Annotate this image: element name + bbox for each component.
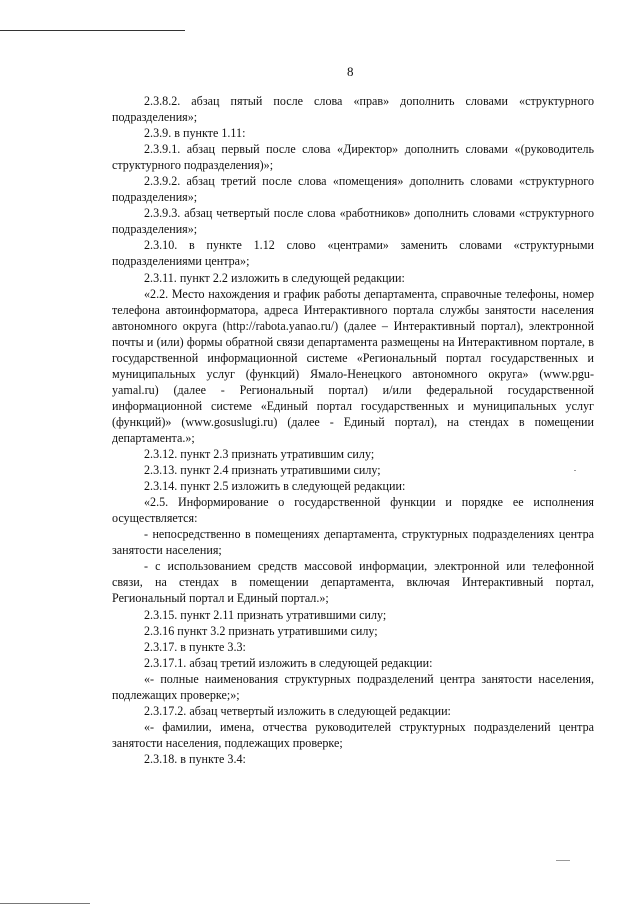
- paragraph: 2.3.10. в пункте 1.12 слово «центрами» заменить словами «структурными подразделениями центра»;: [112, 238, 594, 269]
- document-body: [112, 93, 594, 767]
- paragraph: «2.5. Информирование о государственной функции и порядке ее исполнения осуществляется:: [112, 495, 594, 526]
- page-number: 8: [347, 64, 354, 79]
- paragraph: «- фамилии, имена, отчества руководителей структурных подразделений центра занятости населения, подлежащих проверке;: [112, 719, 594, 750]
- paragraph: «2.2. Место нахождения и график работы департамента, справочные телефоны, номер телефона автоинформатора, адреса Интерактивного портала службы занятости населения автономного округа (http://rabota.yanao.ru/) (далее – Интерактивный портал), электронной почты и (или) формы обратной связи департамента размещены на Интерактивном портале, в государственной информационной системе «Региональный портал государственных и муниципальных услуг (функций) Ямало-Ненецкого автономного округа» (www.pgu-yamal.ru) (далее - Региональный портал) и/или федеральной государственной информационной системе «Единый портал государственных и муниципальных услуг (функций)» (www.gosuslugi.ru) (далее - Единый портал), на стендах в помещении департамента.»;: [112, 286, 594, 445]
- paragraph: 2.3.15. пункт 2.11 признать утратившими силу;: [144, 607, 387, 622]
- paragraph: - с использованием средств массовой информации, электронной или телефонной связи, на стендах в помещении департамента, включая Интерактивный портал, Региональный портал и Единый портал.»;: [112, 559, 594, 606]
- scan-speck: [556, 860, 570, 861]
- paragraph: 2.3.13. пункт 2.4 признать утратившими силу;: [144, 463, 381, 478]
- scan-speck: [574, 470, 576, 471]
- paragraph: 2.3.9. в пункте 1.11:: [144, 126, 246, 141]
- paragraph: 2.3.17.2. абзац четвертый изложить в следующей редакции:: [144, 703, 451, 718]
- paragraph: 2.3.8.2. абзац пятый после слова «прав» дополнить словами «структурного подразделения»;: [112, 94, 594, 125]
- paragraph: 2.3.18. в пункте 3.4:: [144, 751, 246, 766]
- paragraph: «- полные наименования структурных подразделений центра занятости населения, подлежащих проверке;»;: [112, 671, 594, 702]
- paragraph: 2.3.9.1. абзац первый после слова «Директор» дополнить словами «(руководитель структурного подразделения)»;: [112, 142, 594, 173]
- scan-artifact-line: [0, 30, 185, 31]
- paragraph: 2.3.17.1. абзац третий изложить в следующей редакции:: [144, 655, 433, 670]
- paragraph: 2.3.11. пункт 2.2 изложить в следующей редакции:: [144, 270, 405, 285]
- paragraph: 2.3.12. пункт 2.3 признать утратившим силу;: [144, 447, 375, 462]
- paragraph: 2.3.9.2. абзац третий после слова «помещения» дополнить словами «структурного подразделения»;: [112, 174, 594, 205]
- scan-artifact-line: [0, 903, 90, 904]
- paragraph: 2.3.16 пункт 3.2 признать утратившими силу;: [144, 623, 378, 638]
- paragraph: - непосредственно в помещениях департамента, структурных подразделениях центра занятости населения;: [112, 527, 594, 558]
- paragraph: 2.3.9.3. абзац четвертый после слова «работников» дополнить словами «структурного подразделения»;: [112, 206, 594, 237]
- paragraph: 2.3.17. в пункте 3.3:: [144, 639, 246, 654]
- paragraph: 2.3.14. пункт 2.5 изложить в следующей редакции:: [144, 479, 406, 494]
